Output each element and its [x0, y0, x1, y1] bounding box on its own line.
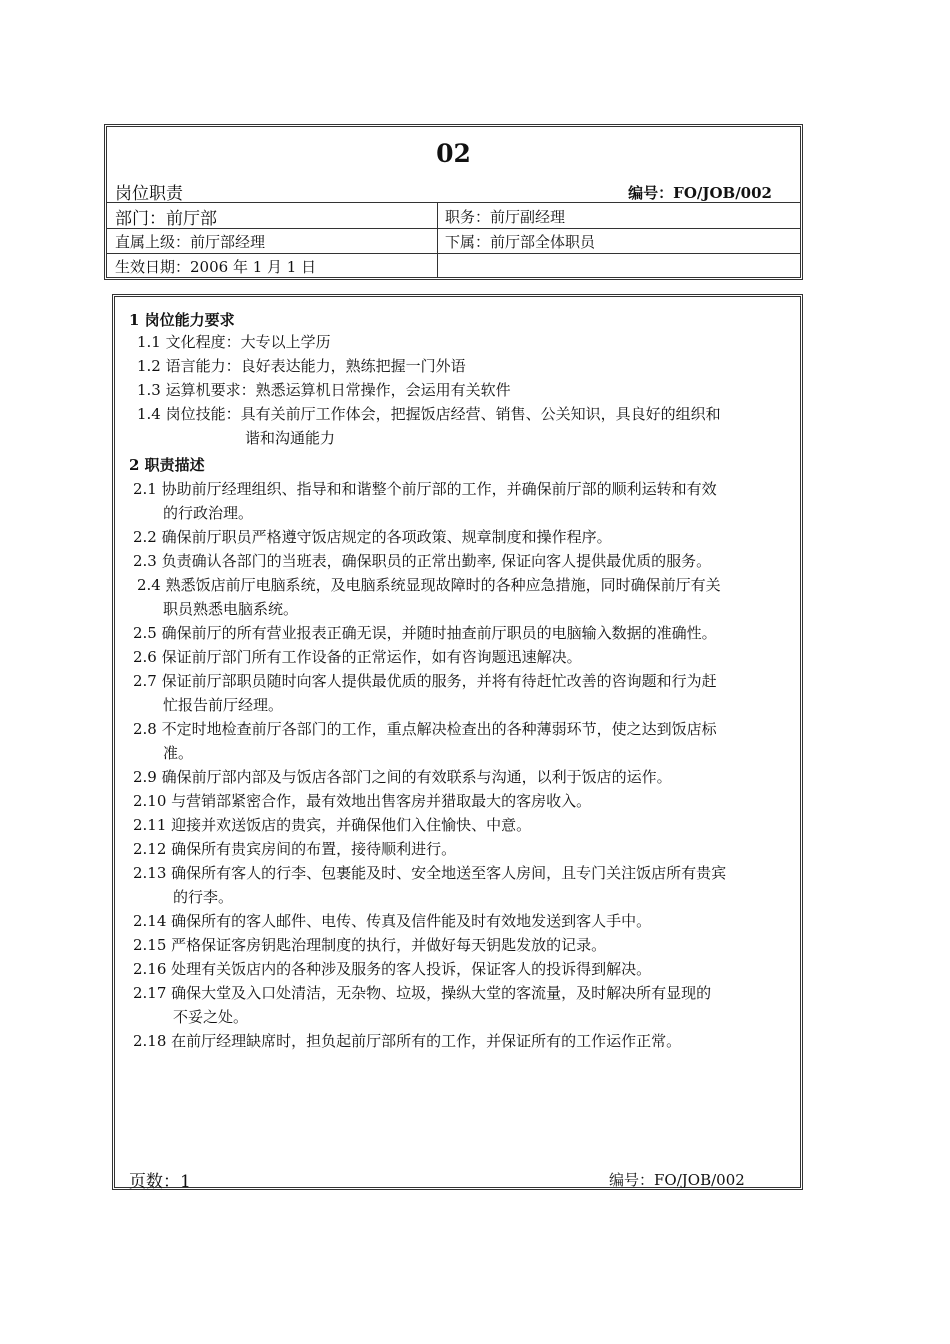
section-title-requirements: 1 岗位能力要求: [129, 311, 235, 329]
department-cell: 部门：前厅部: [115, 208, 217, 229]
effective-date-cell: 生效日期：2006 年 1 月 1 日: [115, 257, 317, 276]
list-item: 2.3 负责确认各部门的当班表，确保职员的正常出勤率, 保证向客人提供最优质的服务。: [133, 552, 712, 570]
list-item: 2.13 确保所有客人的行李、包裹能及时、安全地送至客人房间，且专门关注饭店所有贵宾 的行李。: [133, 864, 727, 906]
header-row-superior: [107, 228, 800, 254]
list-item: 2.18 在前厅经理缺席时，担负起前厅部所有的工作，并保证所有的工作运作正常。: [133, 1032, 682, 1050]
header-table: [104, 124, 803, 280]
subordinates-cell: 下属：前厅部全体职员: [445, 233, 596, 251]
header-row-department: [107, 202, 800, 229]
document-number: 02: [436, 139, 471, 168]
footer-code: 编号：FO/JOB/002: [609, 1171, 745, 1189]
list-item: 2.4 熟悉饭店前厅电脑系统，及电脑系统显现故障时的各种应急措施，同时确保前厅有关 职员熟悉电脑系统。: [137, 576, 721, 618]
superior-cell: 直属上级：前厅部经理: [115, 233, 266, 251]
position-cell: 职务：前厅副经理: [445, 207, 566, 226]
list-item: 2.14 确保所有的客人邮件、电传、传真及信件能及时有效地发送到客人手中。: [133, 912, 652, 930]
list-item: 2.15 严格保证客房钥匙治理制度的执行，并做好每天钥匙发放的记录。: [133, 936, 607, 954]
list-item: 2.6 保证前厅部门所有工作设备的正常运作，如有咨询题迅速解决。: [133, 648, 582, 666]
list-item: 2.8 不定时地检查前厅各部门的工作，重点解决检查出的各种薄弱环节，使之达到饭店标 准。: [133, 720, 717, 762]
duties-box: [112, 294, 803, 1190]
list-item: 2.2 确保前厅职员严格遵守饭店规定的各项政策、规章制度和操作程序。: [133, 528, 612, 546]
page-number: 页数：1: [129, 1172, 191, 1192]
list-item: 2.9 确保前厅部内部及与饭店各部门之间的有效联系与沟通，以利于饭店的运作。: [133, 768, 672, 786]
section-title-duties: 2 职责描述: [129, 456, 205, 474]
list-item: 1.4 岗位技能：具有关前厅工作体会，把握饭店经营、销售、公关知识，具良好的组织和 谐和沟通能力: [137, 405, 721, 447]
list-item: 2.5 确保前厅的所有营业报表正确无误，并随时抽查前厅职员的电脑输入数据的准确性。: [133, 624, 717, 642]
header-row-date: [107, 253, 800, 278]
list-item: 1.1 文化程度：大专以上学历: [137, 333, 331, 351]
list-item: 2.7 保证前厅部职员随时向客人提供最优质的服务，并将有待赶忙改善的咨询题和行为赶 忙报告前厅经理。: [133, 672, 717, 714]
list-item: 2.17 确保大堂及入口处清洁，无杂物、垃圾，操纵大堂的客流量，及时解决所有显现的 不妥之处。: [133, 984, 712, 1026]
document-code: 编号：FO/JOB/002: [628, 184, 772, 202]
list-item: 2.12 确保所有贵宾房间的布置，接待顺利进行。: [133, 840, 457, 858]
list-item: 2.10 与营销部紧密合作，最有效地出售客房并猎取最大的客房收入。: [133, 792, 592, 810]
list-item: 2.11 迎接并欢送饭店的贵宾，并确保他们入住愉快、中意。: [133, 816, 532, 834]
list-item: 2.1 协助前厅经理组织、指导和和谐整个前厅部的工作，并确保前厅部的顺利运转和有效 的行政治理。: [133, 480, 717, 522]
list-item: 1.3 运算机要求：熟悉运算机日常操作，会运用有关软件: [137, 381, 511, 399]
list-item: 2.16 处理有关饭店内的各种涉及服务的客人投诉，保证客人的投诉得到解决。: [133, 960, 652, 978]
list-item: 1.2 语言能力：良好表达能力，熟练把握一门外语: [137, 357, 466, 375]
document-title: 岗位职责: [115, 184, 183, 204]
